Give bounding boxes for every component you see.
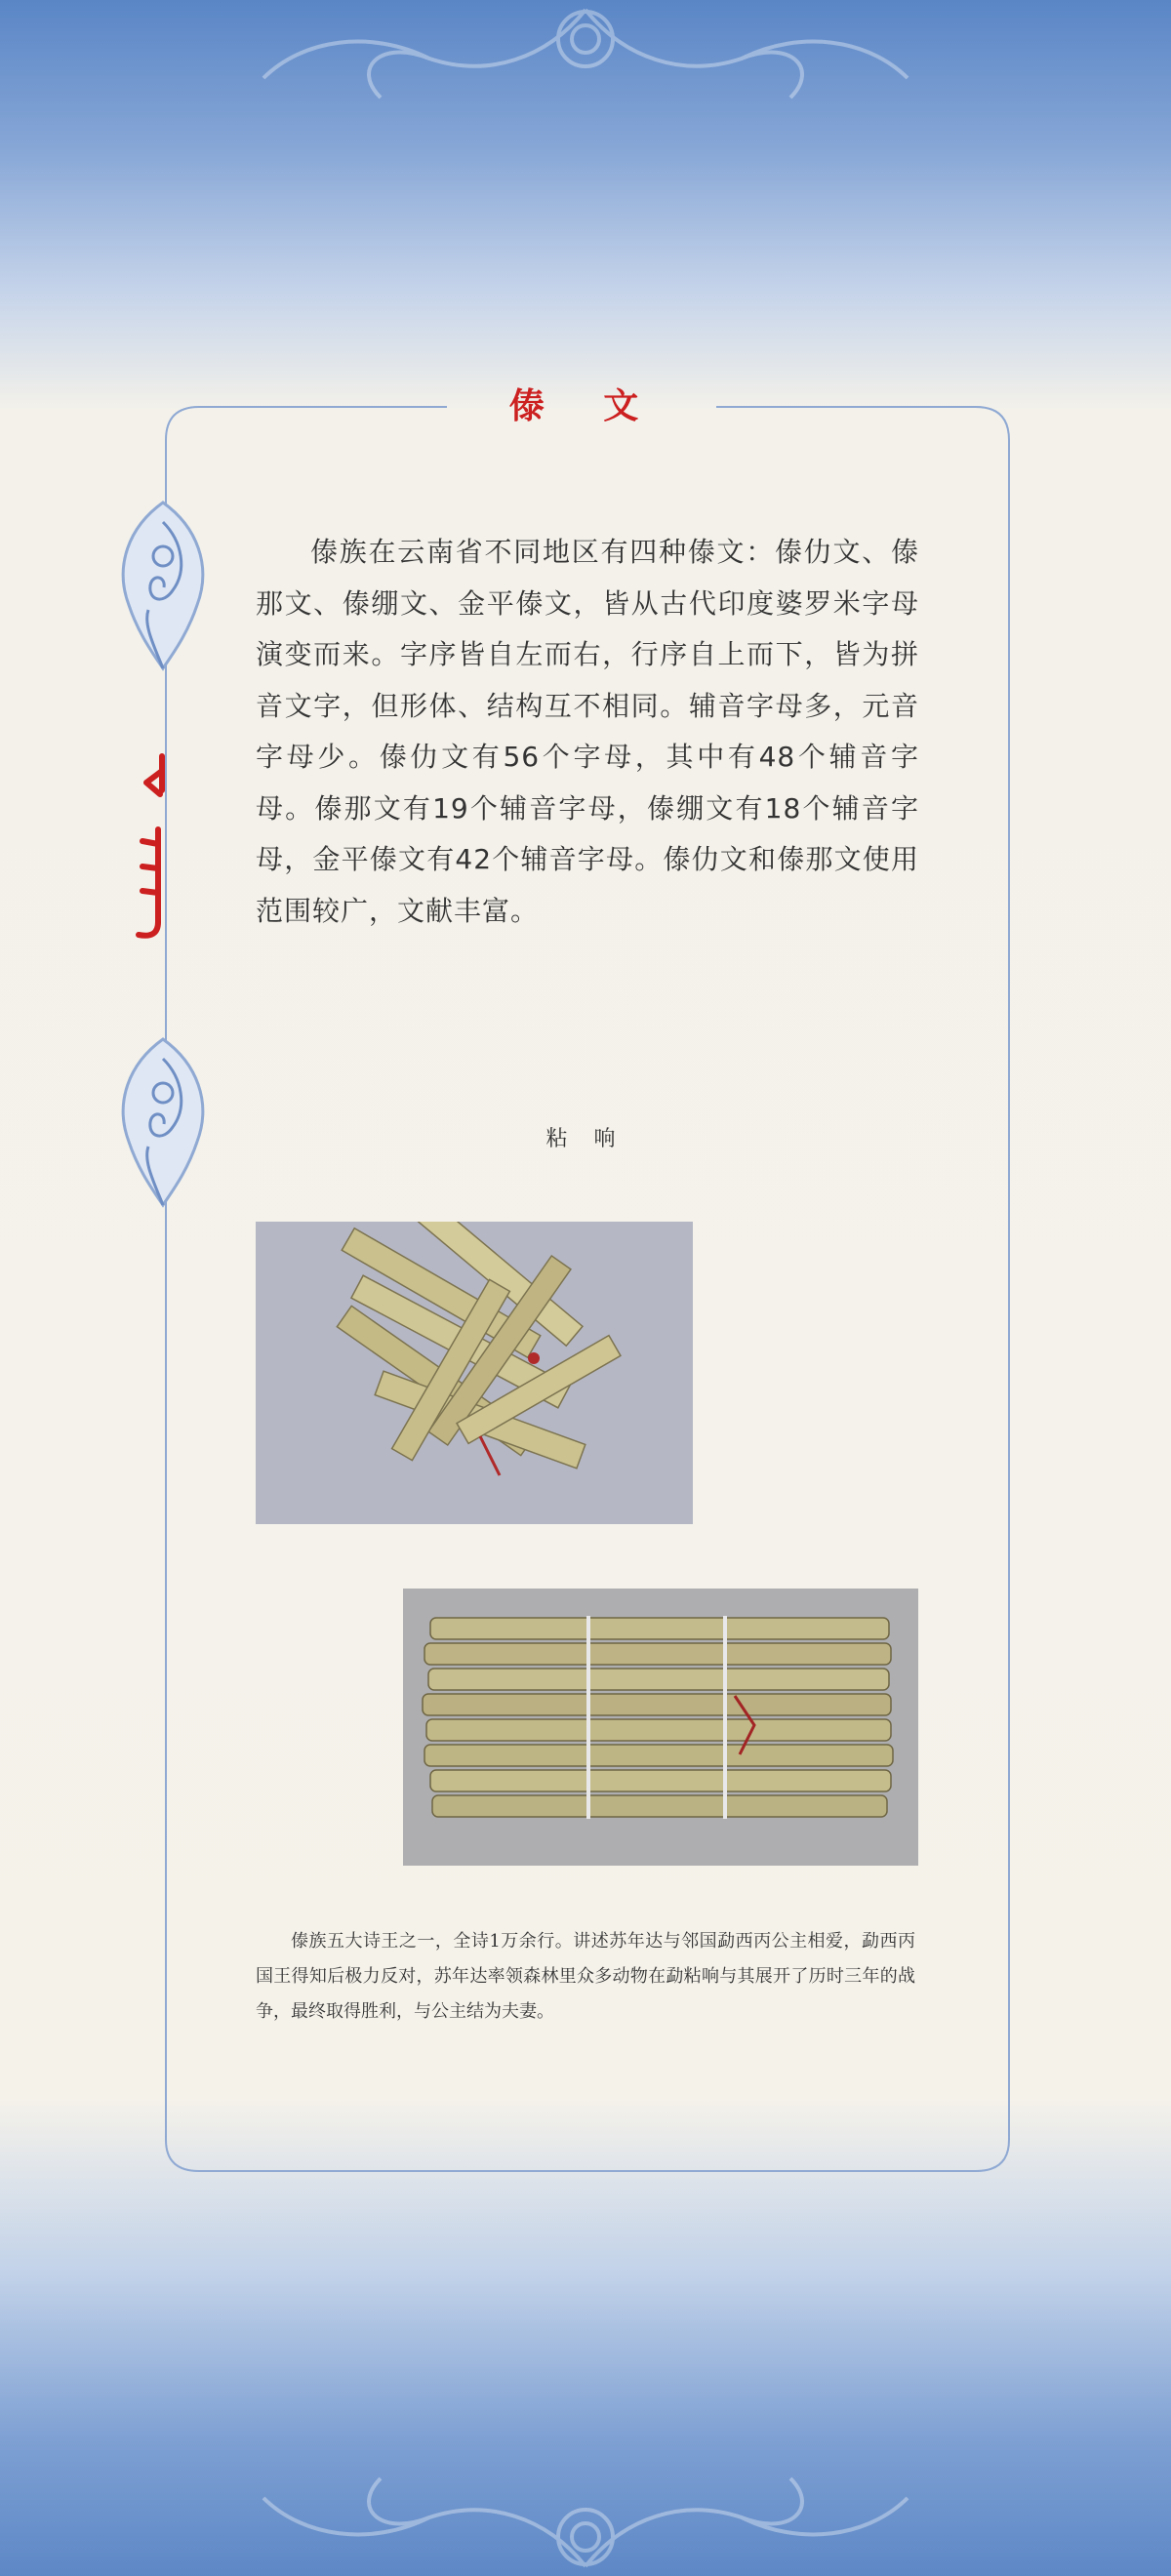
manuscript-photo-scattered [256,1222,693,1524]
vertical-script-mark [125,751,183,946]
description-paragraph: 傣族五大诗王之一，全诗1万余行。讲述苏年达与邻国勐西丙公主相爱，勐西丙国王得知后极力反对，苏年达率领森林里众多动物在勐粘响与其展开了历时三年的战争，最终取得胜利，与公主结为夫妻。 [256,1931,915,2022]
page-title: 傣 文 [508,386,663,426]
caption-title: 粘 响 [545,1127,626,1151]
top-ornament-band [156,0,1015,117]
manuscript-photo-bundle [403,1589,918,1866]
bottom-ornament-band [156,2459,1015,2576]
body-paragraph: 傣族在云南省不同地区有四种傣文：傣仂文、傣那文、傣绷文、金平傣文，皆从古代印度婆罗米字母演变而来。字序皆自左而右，行序自上而下，皆为拼音文字，但形体、结构互不相同。辅音字母多，元音字母少。傣仂文有56个字母，其中有48个辅音字母。傣那文有19个辅音字母，傣绷文有18个辅音字母，金平傣文有42个辅音字母。傣仂文和傣那文使用范围较广，文献丰富。 [256,536,919,927]
side-ornament-top [109,498,217,673]
